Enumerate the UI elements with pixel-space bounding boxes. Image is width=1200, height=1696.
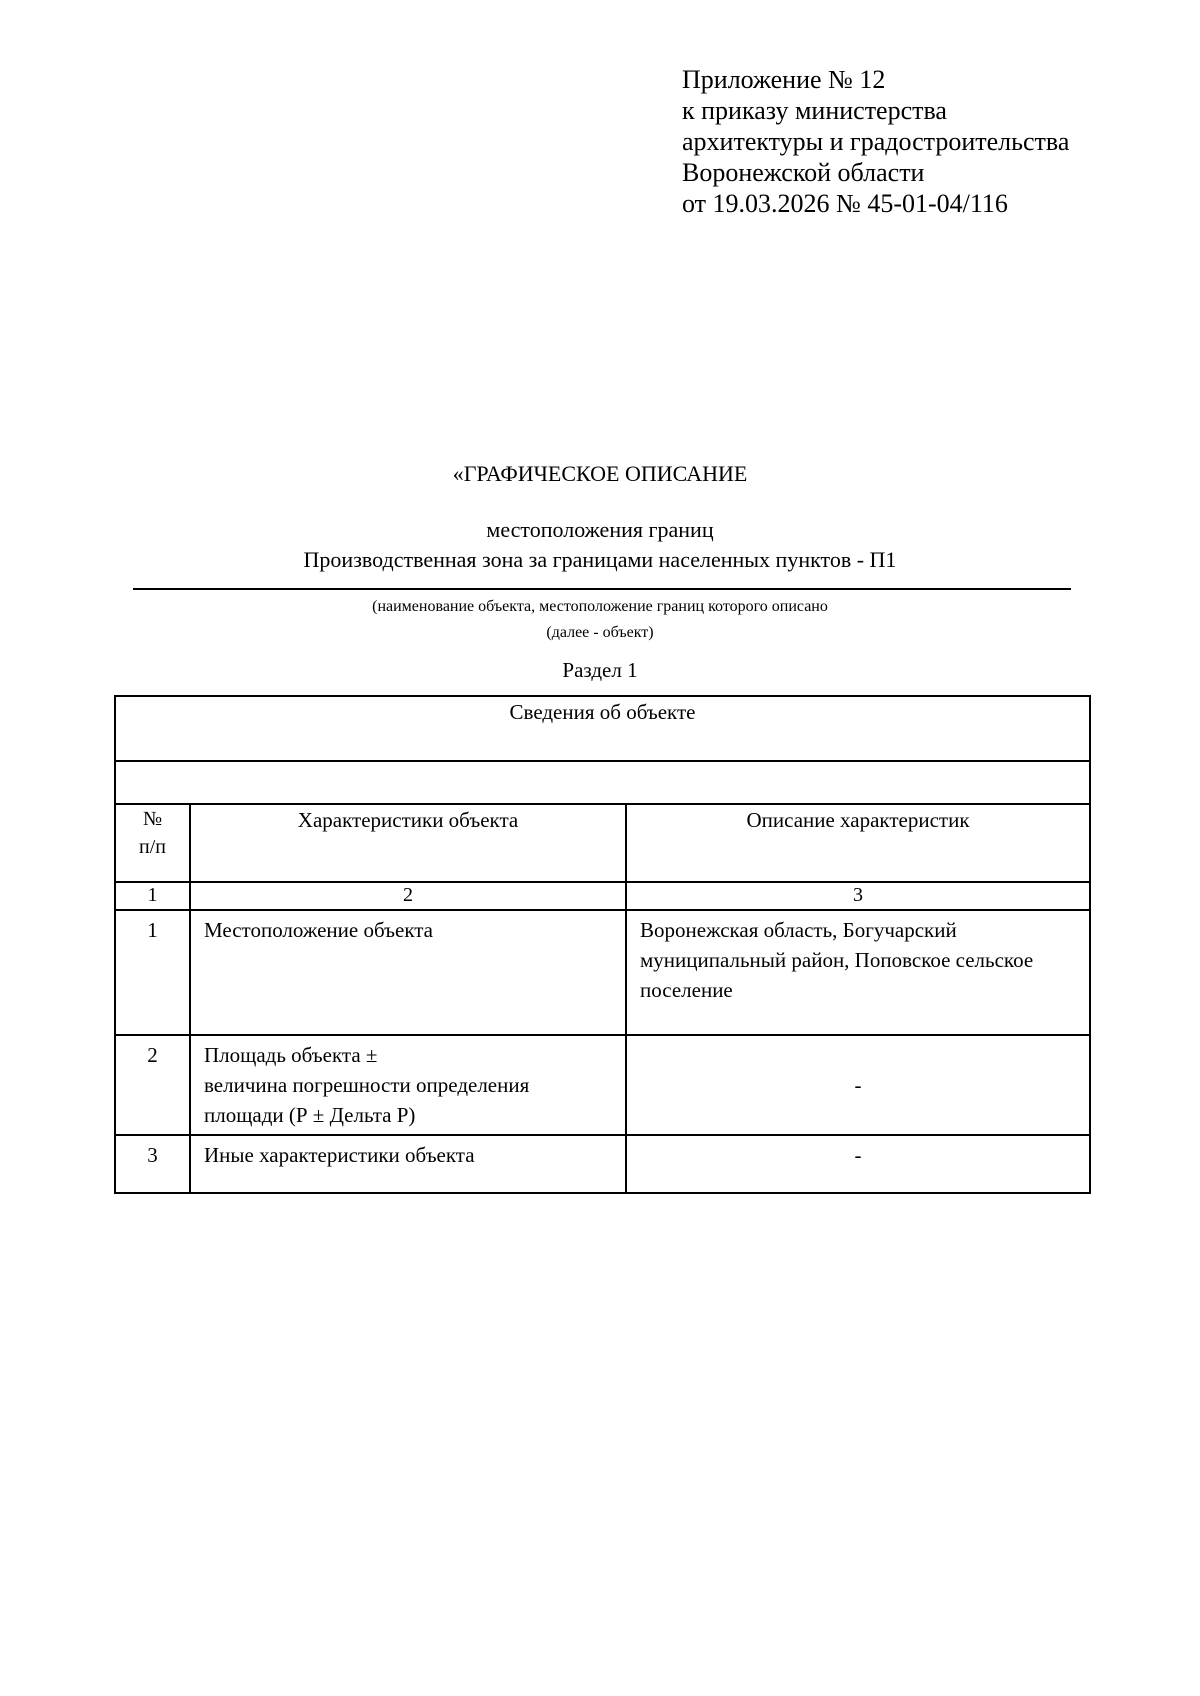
object-name: Производственная зона за границами населенных пунктов - П1 <box>303 547 897 572</box>
table-header-row <box>115 804 1090 882</box>
table-row <box>115 910 1090 1035</box>
row-characteristic: Местоположение объекта <box>190 910 626 1035</box>
row-characteristic-line-3: площади (Р ± Дельта Р) <box>204 1103 416 1127</box>
row-number: 2 <box>115 1035 190 1135</box>
caption-line-1: (наименование объекта, местоположение границ которого описано <box>372 598 828 615</box>
document-title: «ГРАФИЧЕСКОЕ ОПИСАНИЕ <box>452 461 748 486</box>
appendix-date-number: от 19.03.2026 № 45-01-04/116 <box>682 189 1008 218</box>
object-name-underline <box>133 588 1071 590</box>
header-description: Описание характеристик <box>626 804 1090 882</box>
document-subtitle: местоположения границ <box>486 517 714 542</box>
row-description: Воронежская область, Богучарский муниципальный район, Поповское сельское поселение <box>626 910 1090 1035</box>
column-number-row <box>115 882 1090 910</box>
caption-line-2: (далее - объект) <box>546 624 654 641</box>
appendix-region: Воронежской области <box>682 158 925 187</box>
appendix-block <box>682 64 1069 219</box>
section-label: Раздел 1 <box>562 658 638 682</box>
row-description: - <box>626 1135 1090 1193</box>
table-row <box>115 1135 1090 1193</box>
header-number-sign: № <box>142 808 163 830</box>
table-empty-row <box>115 761 1090 804</box>
row-description: - <box>626 1035 1090 1135</box>
table-heading: Сведения об объекте <box>115 696 1090 761</box>
table-row <box>115 1035 1090 1135</box>
table-empty-cell <box>115 761 1090 804</box>
object-name-caption <box>0 594 1200 646</box>
column-number-1: 1 <box>115 882 190 910</box>
appendix-number: Приложение № 12 <box>682 65 886 94</box>
header-number-abbr: п/п <box>139 836 166 858</box>
header-characteristics: Характеристики объекта <box>190 804 626 882</box>
object-info-table <box>114 695 1091 1194</box>
column-number-3: 3 <box>626 882 1090 910</box>
appendix-ministry: архитектуры и градостроительства <box>682 127 1070 156</box>
row-characteristic-line-2: величина погрешности определения <box>204 1073 530 1097</box>
row-characteristic <box>190 1035 626 1135</box>
column-number-2: 2 <box>190 882 626 910</box>
table-heading-row <box>115 696 1090 761</box>
row-characteristic: Иные характеристики объекта <box>190 1135 626 1193</box>
appendix-order-ref: к приказу министерства <box>682 96 947 125</box>
header-number <box>115 804 190 882</box>
row-characteristic-line-1: Площадь объекта ± <box>204 1043 378 1067</box>
row-number: 1 <box>115 910 190 1035</box>
row-number: 3 <box>115 1135 190 1193</box>
